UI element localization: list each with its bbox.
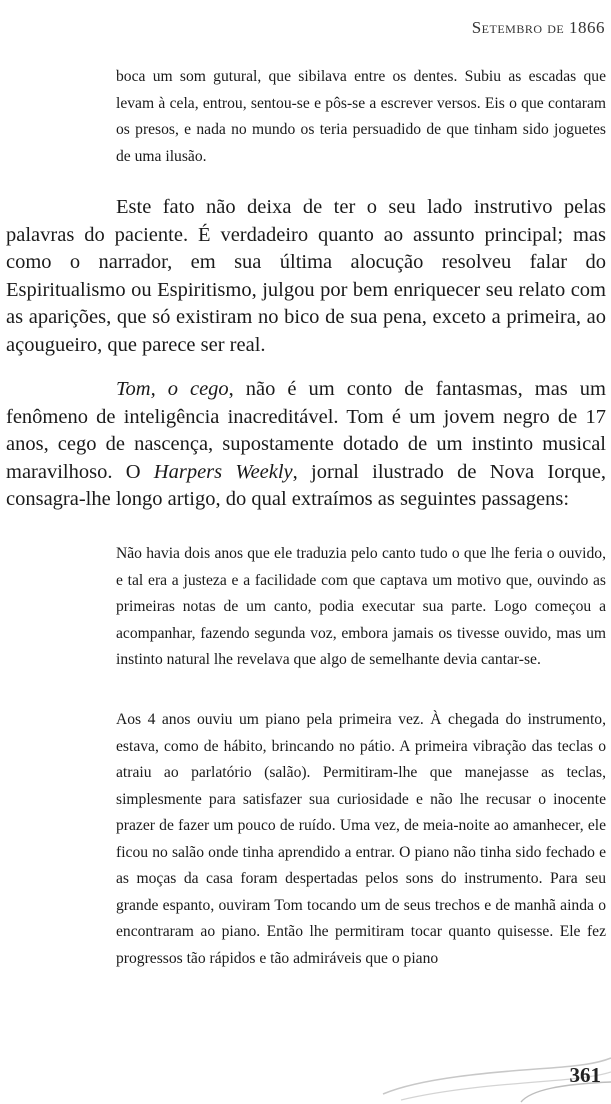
paragraph-text-b: , jornal ilustrado de Nova Iorque, consagra-lhe longo artigo, do qual extraímos as seguintes passagens:	[6, 460, 607, 510]
block-quote-3	[116, 707, 606, 972]
story-title: Tom, o cego	[116, 378, 229, 400]
block-quote-2	[116, 541, 606, 674]
quote-text: boca um som gutural, que sibilava entre os dentes. Subiu as escadas que levam à cela, entrou, sentou-se e pôs-se a escrever versos. Eis o que contaram os presos, e nada no mundo os teria persuadido de que tinham sido joguetes de uma ilusão.	[116, 68, 606, 165]
body-paragraph-2	[6, 376, 606, 514]
paragraph-text: Este fato não deixa de ter o seu lado instrutivo pelas palavras do paciente. É verdadeiro quanto ao assunto principal; mas como o narrador, em sua última alocução resolveu falar do Espiritualismo ou Espiritismo, julgou por bem enriquecer seu relato com as aparições, que só existiram no bico de sua pena, exceto a primeira, ao açougueiro, que parece ser real.	[6, 196, 606, 356]
paragraph-text-a: , não é um conto de fantasmas, mas um fenômeno de inteligência inacreditável. Tom é um jovem negro de 17 anos, cego de nascença, supostamente dotado de um instinto musical maravilhoso. O	[6, 378, 606, 483]
paragraph-text	[6, 376, 606, 514]
journal-name: Harpers Weekly	[153, 460, 293, 483]
quote-text: Não havia dois anos que ele traduzia pelo canto tudo o que lhe feria o ouvido, e tal era a justeza e a facilidade com que captava um motivo que, ouvindo as primeiras notas de um canto, podia executar sua parte. Logo começou a acompanhar, fazendo segunda voz, embora jamais os tivesse ouvido, mas um instinto natural lhe revelava que algo de semelhante devia cantar-se.	[116, 545, 606, 668]
quote-text: Aos 4 anos ouviu um piano pela primeira vez. À chegada do instrumento, estava, como de hábito, brincando no pátio. A primeira vibração das teclas o atraiu ao parlatório (salão). Permitiram-lhe que manejasse as teclas, simplesmente para satisfazer sua curiosidade e não lhe recusar o inocente prazer de fazer um pouco de ruído. Uma vez, de meia-noite ao amanhecer, ele ficou no salão onde tinha aprendido a entrar. O piano não tinha sido fechado e as moças da casa foram despertadas pelos sons do instrumento. Para seu grande espanto, ouviram Tom tocando um de seus trechos e de manhã ainda o encontraram ao piano. Então lhe permitiram tocar quanto quisesse. Ele fez progressos tão rápidos e tão admiráveis que o piano	[116, 711, 606, 967]
block-quote-top	[116, 64, 606, 170]
body-paragraph-1	[6, 194, 606, 359]
running-header: Setembro de 1866	[471, 18, 605, 37]
page-number: 361	[569, 1063, 601, 1087]
